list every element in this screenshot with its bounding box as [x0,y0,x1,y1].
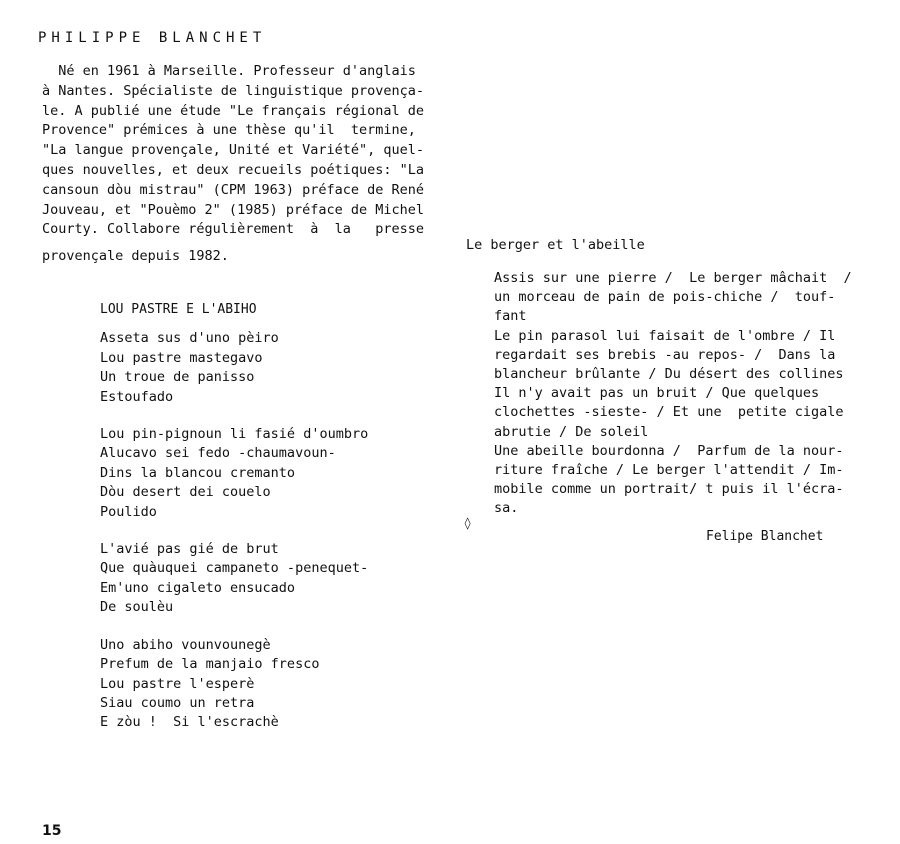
bio-line: cansoun dòu mistrau" (CPM 1963) préface de René [42,181,425,198]
bio-line: provençale depuis 1982. [42,248,229,265]
poem-line: Alucavo sei fedo -chaumavoun- [100,445,336,462]
poem-line: Siau coumo un retra [100,694,255,711]
page-number: 15 [42,823,62,839]
poem-line: Em'uno cigaleto ensucado [100,579,296,596]
translation-line: Le pin parasol lui faisait de l'ombre / Il [494,327,836,344]
bio-line: Courty. Collabore régulièrement à la presse [42,221,425,238]
poem-line: Dins la blancou cremanto [100,464,296,481]
biography [42,62,424,267]
bio-line: à Nantes. Spécialiste de linguistique provença- [42,82,425,99]
translation-line: regardait ses brebis -au repos- / Dans la [494,346,836,363]
translation-title: Le berger et l'abeille [466,237,645,253]
poem-line: Estoufado [100,388,174,405]
bio-line: le. A publié une étude "Le français régional de [42,102,425,119]
poem-line: Dòu desert dei couelo [100,484,271,501]
diamond-icon: ◊ [464,516,472,530]
poem-line: Lou pastre l'esperè [100,675,255,692]
bio-line: Provence" prémices à une thèse qu'il termine, [42,122,416,139]
french-translation [494,269,852,519]
bio-line: Jouveau, et "Pouèmo 2" (1985) préface de Michel [42,201,425,218]
translation-line: blancheur brûlante / Du désert des collines [494,366,844,383]
poem-line: Lou pin-pignoun li fasié d'oumbro [100,426,369,443]
poem-stanza [100,329,368,407]
translation-line: riture fraîche / Le berger l'attendit / Im- [494,462,844,479]
translation-line: fant [494,308,527,325]
poem-line: Que quàuquei campaneto -penequet- [100,560,369,577]
poem-line: Asseta sus d'uno pèiro [100,330,279,347]
translation-line: mobile comme un portrait/ t puis il l'écra- [494,481,844,498]
signature: Felipe Blanchet [706,529,824,544]
translation-line: Il n'y avait pas un bruit / Que quelques [494,385,820,402]
translation-line: Une abeille bourdonna / Parfum de la nour- [494,442,844,459]
translation-line: abrutie / De soleil [494,423,649,440]
translation-line: clochettes -sieste- / Et une petite cigale [494,404,844,421]
translation-line: Assis sur une pierre / Le berger mâchait / [494,270,852,286]
poem-line: Un troue de panisso [100,369,255,386]
poem-line: Poulido [100,503,157,520]
poem-stanza [100,540,368,618]
bio-line: "La langue provençale, Unité et Variété", quel- [42,142,425,159]
poem-line: De soulèu [100,599,174,616]
poem-stanza [100,636,368,733]
bio-line: Né en 1961 à Marseille. Professeur d'anglais [42,63,416,79]
author-heading: PHILIPPE BLANCHET [38,30,267,46]
poem-title: LOU PASTRE E L'ABIHO [100,302,257,317]
poem-line: E zòu ! Si l'escrachè [100,714,279,731]
poem-line: L'avié pas gié de brut [100,541,279,558]
provencal-poem [100,300,368,751]
translation-line: sa. [494,500,519,517]
poem-stanza [100,425,368,522]
poem-line: Lou pastre mastegavo [100,349,263,366]
poem-line: Prefum de la manjaio fresco [100,656,320,673]
translation-line: un morceau de pain de pois-chiche / touf- [494,289,836,306]
bio-line: ques nouvelles, et deux recueils poétiques: "La [42,161,425,178]
poem-line: Uno abiho vounvounegè [100,636,271,653]
